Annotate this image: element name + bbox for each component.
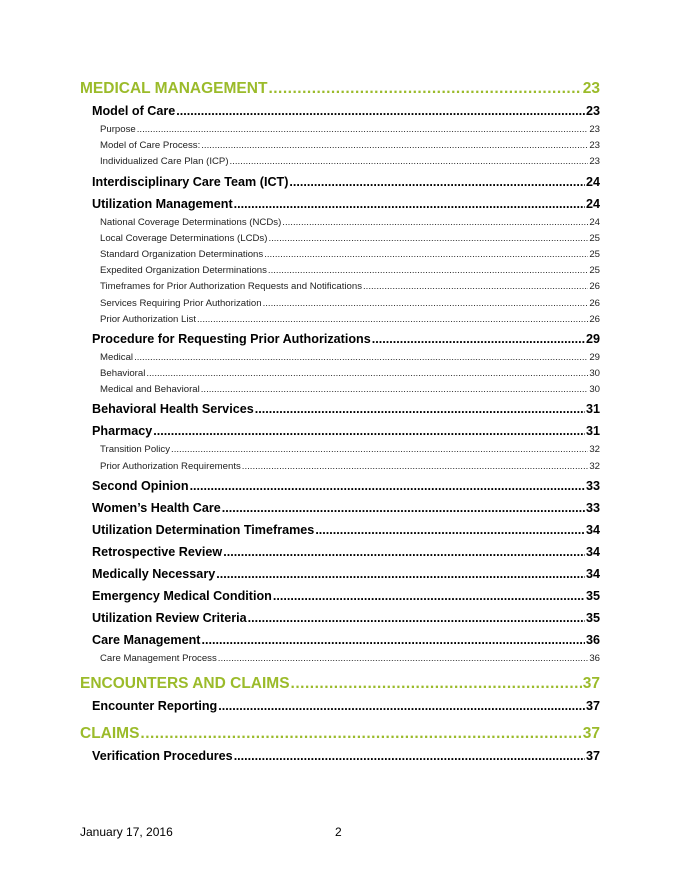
toc-entry-title: Utilization Review Criteria (92, 610, 247, 625)
toc-entry-title: Second Opinion (92, 478, 189, 493)
toc-entry-title: Prior Authorization List (100, 313, 196, 325)
footer-date: January 17, 2016 (80, 825, 173, 839)
toc-entry-level-3[interactable] (80, 651, 600, 667)
toc-entry-page: 31 (585, 424, 600, 439)
toc-entry-level-2[interactable] (80, 541, 600, 563)
toc-entry-page: 30 (589, 384, 600, 396)
toc-entry-page: 32 (589, 460, 600, 472)
toc-entry-title: Individualized Care Plan (ICP) (100, 156, 229, 168)
toc-entry-title: National Coverage Determinations (NCDs) (100, 216, 282, 228)
toc-entry-level-2[interactable] (80, 607, 600, 629)
dot-leader (363, 279, 588, 295)
toc-entry-level-3[interactable] (80, 122, 600, 138)
toc-entry-page: 24 (585, 174, 600, 189)
toc-entry-page: 34 (585, 566, 600, 581)
dot-leader (176, 100, 585, 122)
toc-entry-page: 35 (585, 588, 600, 603)
toc-entry-level-3[interactable] (80, 215, 600, 231)
toc-entry-level-2[interactable] (80, 420, 600, 442)
toc-entry-title: MEDICAL MANAGEMENT (80, 80, 268, 97)
toc-entry-page: 25 (589, 248, 600, 260)
dot-leader (218, 695, 585, 717)
toc-entry-page: 25 (589, 265, 600, 277)
toc-entry-level-3[interactable] (80, 138, 600, 154)
dot-leader (234, 745, 585, 767)
toc-entry-title: Interdisciplinary Care Team (ICT) (92, 174, 289, 189)
toc-entry-level-2[interactable] (80, 585, 600, 607)
toc-entry-title: Medically Necessary (92, 566, 216, 581)
toc-entry-title: ENCOUNTERS AND CLAIMS (80, 675, 290, 692)
dot-leader (273, 585, 585, 607)
toc-entry-title: Expedited Organization Determinations (100, 265, 267, 277)
toc-entry-page: 33 (585, 478, 600, 493)
toc-entry-level-2[interactable] (80, 328, 600, 350)
dot-leader (223, 541, 585, 563)
toc-entry-level-3[interactable] (80, 312, 600, 328)
toc-entry-level-3[interactable] (80, 279, 600, 295)
toc-entry-page: 29 (589, 351, 600, 363)
dot-leader (201, 138, 588, 154)
toc-entry-level-1[interactable] (80, 78, 600, 100)
toc-entry-level-2[interactable] (80, 497, 600, 519)
dot-leader (268, 78, 581, 100)
toc-entry-title: Prior Authorization Requirements (100, 460, 241, 472)
toc-entry-level-3[interactable] (80, 459, 600, 475)
toc-entry-level-2[interactable] (80, 398, 600, 420)
toc-entry-title: Retrospective Review (92, 544, 223, 559)
toc-entry-title: Transition Policy (100, 444, 171, 456)
toc-entry-title: Care Management Process (100, 652, 217, 664)
toc-entry-level-2[interactable] (80, 695, 600, 717)
toc-entry-page: 36 (589, 652, 600, 664)
dot-leader (201, 382, 589, 398)
dot-leader (201, 629, 585, 651)
dot-leader (218, 651, 589, 667)
toc-entry-level-2[interactable] (80, 100, 600, 122)
toc-entry-level-1[interactable] (80, 673, 600, 695)
dot-leader (197, 312, 588, 328)
toc-entry-title: Pharmacy (92, 424, 153, 439)
dot-leader (289, 171, 585, 193)
footer-page-number: 2 (335, 825, 342, 839)
dot-leader (153, 420, 585, 442)
dot-leader (242, 459, 589, 475)
toc-entry-title: CLAIMS (80, 725, 140, 742)
dot-leader (134, 350, 588, 366)
dot-leader (268, 263, 588, 279)
toc-entry-page: 24 (589, 216, 600, 228)
toc-entry-page: 33 (585, 500, 600, 515)
toc-entry-level-3[interactable] (80, 350, 600, 366)
toc-entry-level-3[interactable] (80, 247, 600, 263)
toc-entry-page: 31 (585, 402, 600, 417)
toc-entry-title: Procedure for Requesting Prior Authorizations (92, 331, 371, 346)
dot-leader (263, 296, 589, 312)
toc-entry-page: 23 (589, 124, 600, 135)
toc-entry-level-3[interactable] (80, 231, 600, 247)
dot-leader (268, 231, 588, 247)
dot-leader (190, 475, 585, 497)
toc-entry-level-2[interactable] (80, 745, 600, 767)
toc-entry-title: Standard Organization Determinations (100, 248, 264, 260)
dot-leader (230, 154, 589, 170)
toc-entry-page: 37 (585, 699, 600, 713)
dot-leader (282, 215, 588, 231)
toc-entry-page: 23 (582, 80, 600, 97)
toc-entry-title: Services Requiring Prior Authorization (100, 297, 262, 309)
toc-entry-title: Local Coverage Determinations (LCDs) (100, 232, 268, 244)
toc-entry-level-3[interactable] (80, 366, 600, 382)
dot-leader (315, 519, 585, 541)
toc-entry-title: Medical (100, 351, 134, 363)
toc-entry-level-3[interactable] (80, 263, 600, 279)
toc-entry-title: Behavioral Health Services (92, 402, 254, 417)
toc-entry-title: Model of Care Process: (100, 140, 201, 152)
toc-entry-page: 24 (585, 196, 600, 211)
toc-entry-level-3[interactable] (80, 382, 600, 398)
toc-entry-page: 23 (589, 156, 600, 168)
dot-leader (216, 563, 585, 585)
toc-entry-level-2[interactable] (80, 193, 600, 215)
toc-entry-page: 34 (585, 544, 600, 559)
toc-entry-level-3[interactable] (80, 296, 600, 312)
dot-leader (140, 723, 581, 745)
toc-entry-level-2[interactable] (80, 629, 600, 651)
toc-entry-page: 35 (585, 610, 600, 625)
dot-leader (264, 247, 588, 263)
toc-entry-page: 30 (589, 368, 600, 380)
toc-entry-title: Verification Procedures (92, 749, 233, 763)
toc-entry-title: Model of Care (92, 104, 176, 118)
toc-entry-title: Purpose (100, 124, 136, 135)
toc-entry-page: 25 (589, 232, 600, 244)
toc-entry-title: Emergency Medical Condition (92, 588, 272, 603)
dot-leader (171, 442, 588, 458)
toc-entry-page: 37 (582, 725, 600, 742)
dot-leader (137, 122, 589, 138)
dot-leader (146, 366, 588, 382)
toc-entry-level-3[interactable] (80, 442, 600, 458)
toc-entry-page: 26 (589, 313, 600, 325)
dot-leader (248, 607, 585, 629)
toc-entry-title: Timeframes for Prior Authorization Requests and Notifications (100, 281, 362, 293)
toc-entry-title: Medical and Behavioral (100, 384, 200, 396)
toc-entry-title: Behavioral (100, 368, 146, 380)
toc-entry-level-2[interactable] (80, 519, 600, 541)
toc-entry-level-2[interactable] (80, 171, 600, 193)
toc-entry-page: 23 (589, 140, 600, 152)
toc-entry-title: Utilization Management (92, 196, 233, 211)
toc-entry-title: Women’s Health Care (92, 500, 221, 515)
toc-entry-page: 32 (589, 444, 600, 456)
toc-entry-page: 34 (585, 522, 600, 537)
toc-entry-level-3[interactable] (80, 154, 600, 170)
toc-entry-page: 26 (589, 297, 600, 309)
toc-entry-title: Utilization Determination Timeframes (92, 522, 315, 537)
toc-entry-level-1[interactable] (80, 723, 600, 745)
table-of-contents (80, 78, 600, 767)
dot-leader (291, 673, 582, 695)
toc-entry-title: Encounter Reporting (92, 699, 218, 713)
toc-entry-title: Care Management (92, 632, 201, 647)
toc-entry-page: 36 (585, 632, 600, 647)
toc-entry-page: 23 (585, 104, 600, 118)
toc-entry-level-2[interactable] (80, 475, 600, 497)
toc-entry-page: 29 (585, 331, 600, 346)
toc-entry-level-2[interactable] (80, 563, 600, 585)
dot-leader (255, 398, 585, 420)
toc-entry-page: 26 (589, 281, 600, 293)
toc-entry-page: 37 (585, 749, 600, 763)
dot-leader (222, 497, 585, 519)
toc-entry-page: 37 (582, 675, 600, 692)
dot-leader (234, 193, 585, 215)
dot-leader (372, 328, 585, 350)
